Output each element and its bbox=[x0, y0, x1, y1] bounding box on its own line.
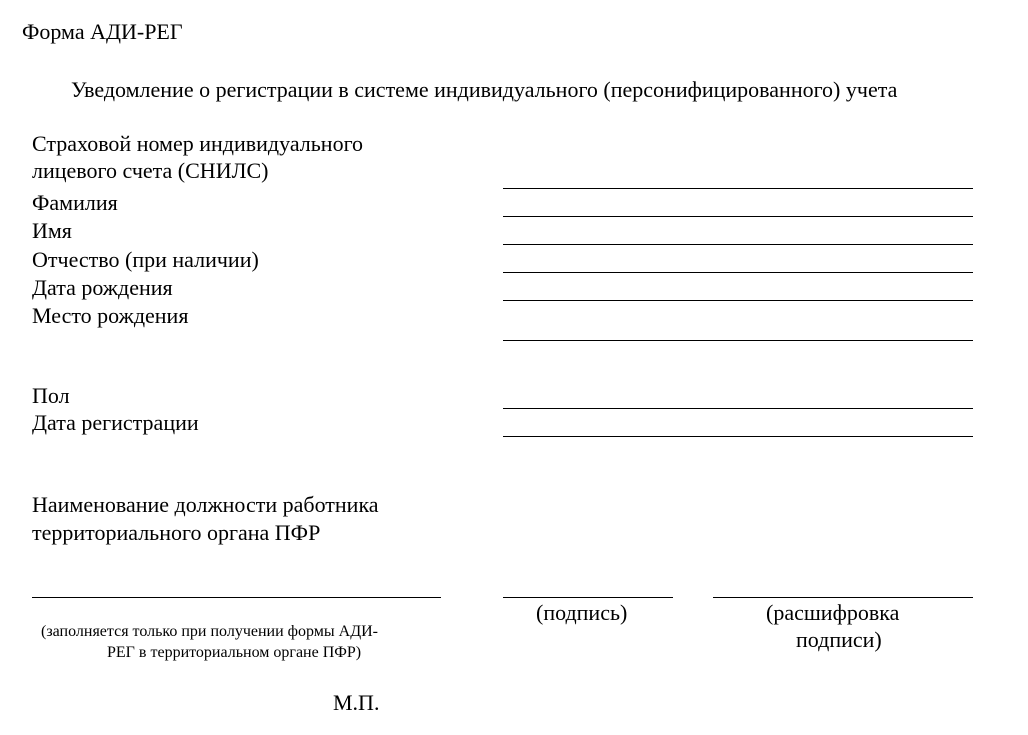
patronymic-field-line[interactable] bbox=[503, 272, 973, 273]
snils-label-line2: лицевого счета (СНИЛС) bbox=[32, 158, 269, 183]
birth-date-field-line[interactable] bbox=[503, 300, 973, 301]
signature-caption: (подпись) bbox=[536, 600, 628, 625]
decoding-field-line[interactable] bbox=[713, 597, 973, 598]
birth-place-label: Место рождения bbox=[32, 303, 189, 328]
position-field-line[interactable] bbox=[32, 597, 441, 598]
patronymic-label: Отчество (при наличии) bbox=[32, 247, 259, 272]
birth-place-field-line[interactable] bbox=[503, 340, 973, 341]
sex-field-line[interactable] bbox=[503, 408, 973, 409]
seal-placeholder: М.П. bbox=[333, 690, 380, 715]
surname-label: Фамилия bbox=[32, 190, 118, 215]
position-label-line2: территориального органа ПФР bbox=[32, 520, 321, 545]
name-label: Имя bbox=[32, 218, 72, 243]
snils-field-line[interactable] bbox=[503, 188, 973, 189]
form-title: Уведомление о регистрации в системе индивидуального (персонифицированного) учета bbox=[71, 77, 898, 102]
position-note-line1: (заполняется только при получении формы АДИ- bbox=[41, 623, 379, 640]
registration-date-field-line[interactable] bbox=[503, 436, 973, 437]
sex-label: Пол bbox=[32, 383, 70, 408]
snils-label-line1: Страховой номер индивидуального bbox=[32, 131, 364, 156]
form-code: Форма АДИ-РЕГ bbox=[22, 19, 183, 44]
birth-date-label: Дата рождения bbox=[32, 275, 173, 300]
position-label-line1: Наименование должности работника bbox=[32, 492, 379, 517]
name-field-line[interactable] bbox=[503, 244, 973, 245]
surname-field-line[interactable] bbox=[503, 216, 973, 217]
decoding-caption-line1: (расшифровка bbox=[766, 600, 900, 625]
position-note-line2: РЕГ в территориальном органе ПФР) bbox=[107, 644, 362, 661]
registration-date-label: Дата регистрации bbox=[32, 410, 199, 435]
signature-field-line[interactable] bbox=[503, 597, 673, 598]
decoding-caption-line2: подписи) bbox=[796, 627, 882, 652]
